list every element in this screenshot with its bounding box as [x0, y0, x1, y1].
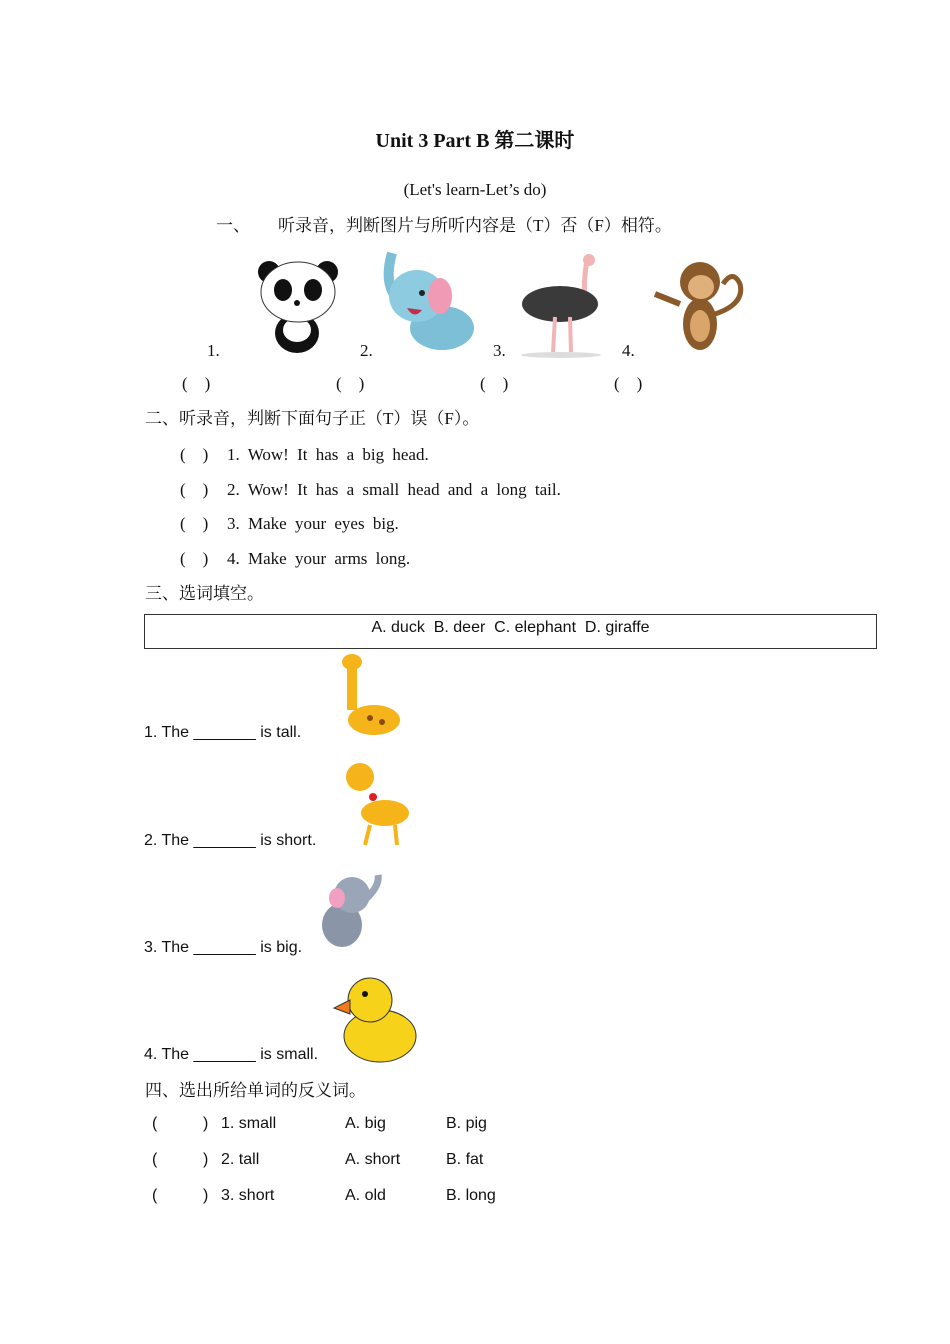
elephant-image-small — [312, 870, 384, 952]
ostrich-image — [515, 252, 607, 358]
word-bank-options: A. duck B. deer C. elephant D. giraffe — [371, 619, 650, 636]
sentence: 4. Make your arms long. — [227, 549, 411, 568]
page-title: Unit 3 Part B 第二课时 — [375, 130, 575, 152]
elephant-image — [382, 248, 477, 356]
fill-sentence: 2. The _______ is short. — [144, 832, 317, 849]
option-a: A. old — [345, 1187, 386, 1204]
section1-instruction: 听录音，判断图片与所听内容是（T）否（F）相符。 — [278, 216, 672, 235]
answer-blank[interactable]: ( ) — [480, 374, 509, 393]
section1-number: 一、 — [216, 216, 250, 235]
answer-blank[interactable]: ( ) — [336, 374, 365, 393]
section2-heading: 二、听录音，判断下面句子正（T）误（F）。 — [145, 409, 480, 428]
page-subtitle: (Let's learn-Let’s do) — [403, 180, 547, 199]
duck-image — [332, 970, 418, 1064]
deer-image — [335, 755, 423, 848]
word: 3. short — [221, 1187, 275, 1204]
word: 1. small — [221, 1115, 277, 1132]
answer-blank[interactable]: ( ) — [182, 374, 211, 393]
answer-blank-close: ) — [203, 1187, 209, 1204]
answer-blank-close: ) — [203, 1151, 209, 1168]
option-b: B. long — [446, 1187, 496, 1204]
answer-blank-open[interactable]: ( — [152, 1115, 158, 1132]
option-a: A. short — [345, 1151, 401, 1168]
sentence: 1. Wow! It has a big head. — [227, 445, 429, 464]
answer-blank-close: ) — [203, 1115, 209, 1132]
fill-sentence: 3. The _______ is big. — [144, 939, 303, 956]
section3-heading: 三、选词填空。 — [145, 584, 264, 603]
answer-blank[interactable]: ( ) — [180, 549, 209, 568]
item1-number: 1. — [207, 341, 220, 360]
answer-blank[interactable]: ( ) — [180, 514, 209, 533]
word: 2. tall — [221, 1151, 260, 1168]
option-a: A. big — [345, 1115, 386, 1132]
giraffe-image — [332, 650, 407, 740]
answer-blank-open[interactable]: ( — [152, 1151, 158, 1168]
answer-blank[interactable]: ( ) — [614, 374, 643, 393]
sentence: 2. Wow! It has a small head and a long tail. — [227, 480, 561, 499]
word-bank-box — [144, 614, 877, 649]
section4-heading: 四、选出所给单词的反义词。 — [145, 1081, 366, 1100]
option-b: B. pig — [446, 1115, 487, 1132]
answer-blank-open[interactable]: ( — [152, 1187, 158, 1204]
item2-number: 2. — [360, 341, 373, 360]
item4-number: 4. — [622, 341, 635, 360]
item3-number: 3. — [493, 341, 506, 360]
panda-image — [255, 258, 340, 353]
monkey-image — [645, 254, 750, 358]
answer-blank[interactable]: ( ) — [180, 445, 209, 464]
fill-sentence: 4. The _______ is small. — [144, 1046, 319, 1063]
answer-blank[interactable]: ( ) — [180, 480, 209, 499]
sentence: 3. Make your eyes big. — [227, 514, 399, 533]
fill-sentence: 1. The _______ is tall. — [144, 724, 302, 741]
option-b: B. fat — [446, 1151, 484, 1168]
